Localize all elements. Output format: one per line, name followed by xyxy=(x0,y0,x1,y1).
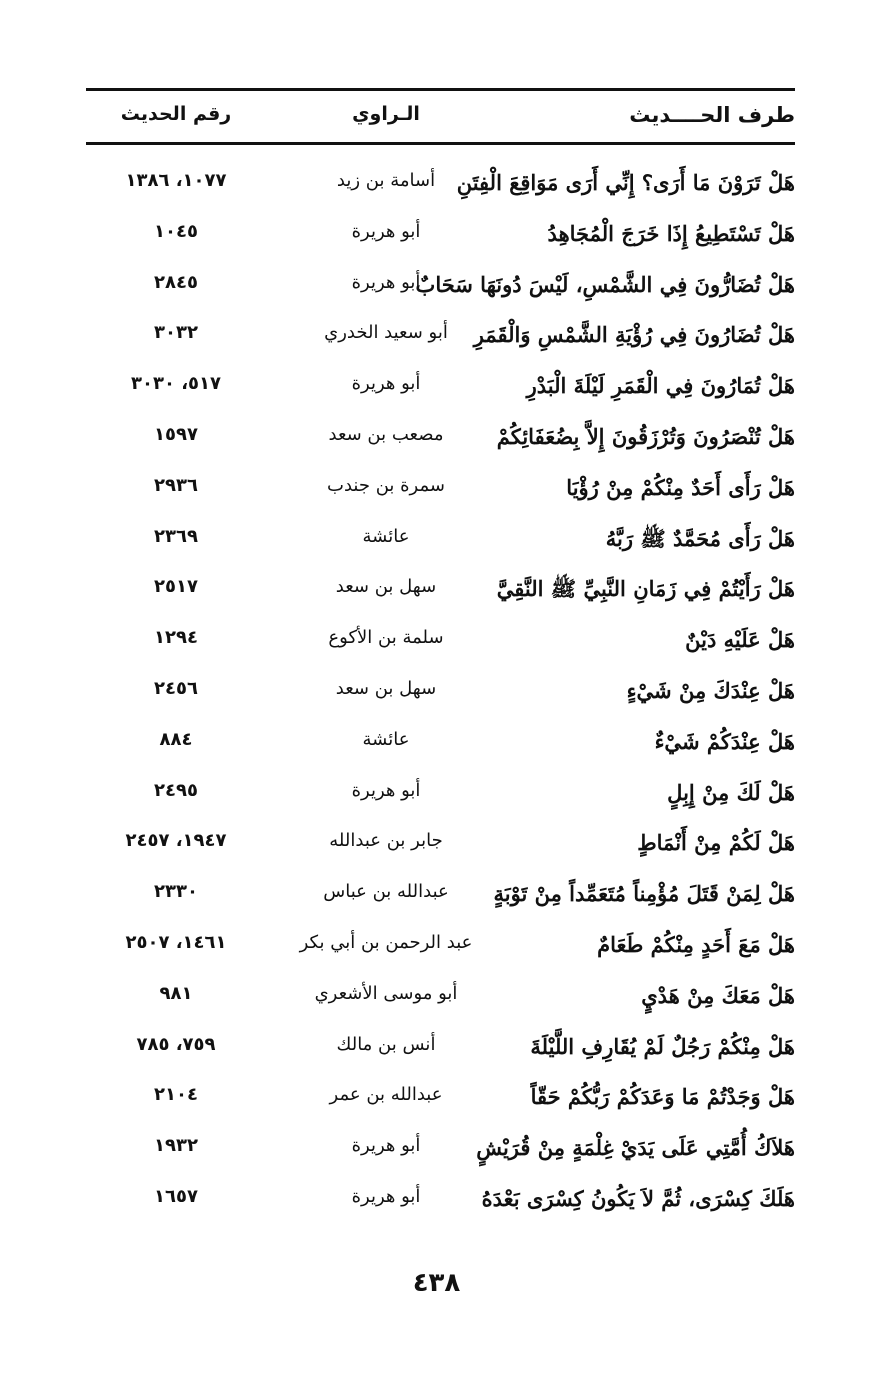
table-row xyxy=(86,363,795,414)
hadith-text: هَلْ تُضَارُّونَ فِي الشَّمْسِ، لَيْسَ دُونَهَا سَحَابٌ xyxy=(415,271,795,297)
narrator-name: سهل بن سعد xyxy=(335,677,437,699)
hadith-number: ١٩٣٢ xyxy=(154,1135,198,1157)
hadith-text: هَلْ لَكَ مِنْ إِبِلٍ xyxy=(667,779,795,805)
hadith-number: ١٠٧٧، ١٣٨٦ xyxy=(125,170,227,191)
hadith-table xyxy=(86,160,795,1227)
hadith-text: هَلْ عَلَيْهِ دَيْنٌ xyxy=(685,627,795,653)
header-rule xyxy=(86,142,795,145)
hadith-number: ٩٨١ xyxy=(159,982,193,1004)
page-number: ٤٣٨ xyxy=(412,1268,461,1298)
narrator-name: عبدالله بن عمر xyxy=(329,1084,443,1106)
table-row xyxy=(86,312,795,363)
hadith-number: ٢٩٣٦ xyxy=(154,474,198,496)
hadith-text: هَلْ عِنْدَكَ مِنْ شَيْءٍ xyxy=(626,677,795,703)
table-row xyxy=(86,566,795,617)
hadith-number: ٢٤٥٦ xyxy=(154,677,198,699)
hadith-text: هَلْ رَأَى مُحَمَّدٌ ﷺ رَبَّهُ xyxy=(605,525,795,551)
hadith-number: ٢٨٤٥ xyxy=(154,271,198,293)
table-row xyxy=(86,820,795,871)
table-row xyxy=(86,262,795,313)
table-row xyxy=(86,1125,795,1176)
narrator-name: سلمة بن الأكوع xyxy=(328,627,444,649)
narrator-name: عائشة xyxy=(362,728,410,750)
table-row xyxy=(86,211,795,262)
hadith-text: هَلْ وَجَدْتُمْ مَا وَعَدَكُمْ رَبُّكُمْ حَقّاً xyxy=(530,1084,795,1110)
narrator-name: أبو هريرة xyxy=(351,271,421,293)
table-row xyxy=(86,668,795,719)
hadith-text: هَلْ تَرَوْنَ مَا أَرَى؟ إِنِّي أَرَى مَوَاقِعَ الْفِتَنِ xyxy=(456,170,795,195)
hadith-text: هَلَكَ كِسْرَى، ثُمَّ لاَ يَكُونُ كِسْرَى بَعْدَهُ xyxy=(481,1185,795,1211)
narrator-name: أنس بن مالك xyxy=(336,1033,436,1055)
table-row xyxy=(86,414,795,465)
table-row xyxy=(86,922,795,973)
table-row xyxy=(86,617,795,668)
hadith-number: ٢٥١٧ xyxy=(154,576,198,598)
table-row xyxy=(86,516,795,567)
hadith-number: ١٠٤٥ xyxy=(154,220,198,242)
hadith-text: هَلْ لَكُمْ مِنْ أَنْمَاطٍ xyxy=(637,830,795,856)
header-number: رقم الحديث xyxy=(120,103,232,125)
hadith-text: هَلْ مَعَكَ مِنْ هَدْيٍ xyxy=(641,982,795,1008)
narrator-name: مصعب بن سعد xyxy=(328,423,444,445)
hadith-number: ٢٤٩٥ xyxy=(154,779,198,801)
table-row xyxy=(86,719,795,770)
table-header xyxy=(86,97,795,137)
hadith-text: هَلْ مَعَ أَحَدٍ مِنْكُمْ طَعَامٌ xyxy=(597,931,795,957)
table-row xyxy=(86,1074,795,1125)
hadith-text: هَلْ مِنْكُمْ رَجُلٌ لَمْ يُقَارِفِ اللَّيْلَةَ xyxy=(530,1033,795,1059)
table-row xyxy=(86,160,795,211)
hadith-number: ٣٠٣٢ xyxy=(154,322,198,344)
narrator-name: سهل بن سعد xyxy=(335,576,437,598)
narrator-name: أبو هريرة xyxy=(351,373,421,395)
hadith-number: ٢٣٣٠ xyxy=(154,881,198,903)
table-row xyxy=(86,1024,795,1075)
narrator-name: عبدالله بن عباس xyxy=(323,881,449,903)
table-row xyxy=(86,770,795,821)
narrator-name: أبو هريرة xyxy=(351,1135,421,1157)
hadith-text: هَلْ رَأَيْتُمْ فِي زَمَانِ النَّبِيِّ ﷺ النَّقِيَّ xyxy=(496,576,795,602)
hadith-text: هَلْ رَأَى أَحَدٌ مِنْكُمْ مِنْ رُؤْيَا xyxy=(566,474,795,500)
hadith-text: هَلْ تُضَارُونَ فِي رُؤْيَةِ الشَّمْسِ وَالْقَمَرِ xyxy=(473,322,795,348)
hadith-number: ١٢٩٤ xyxy=(154,627,198,649)
table-row xyxy=(86,871,795,922)
narrator-name: أبو هريرة xyxy=(351,1185,421,1207)
header-hadith: طرف الحــــديث xyxy=(629,103,795,127)
hadith-number: ٢١٠٤ xyxy=(154,1084,198,1106)
hadith-text: هَلْ تُنْصَرُونَ وَتُرْزَقُونَ إِلاَّ بِضُعَفَائِكُمْ xyxy=(496,423,795,449)
table-row xyxy=(86,465,795,516)
narrator-name: أبو موسى الأشعري xyxy=(314,982,458,1004)
narrator-name: سمرة بن جندب xyxy=(327,474,445,496)
hadith-number: ٨٨٤ xyxy=(159,728,193,750)
narrator-name: أبو هريرة xyxy=(351,779,421,801)
hadith-text: هَلْ تُمَارُونَ فِي الْقَمَرِ لَيْلَةَ الْبَدْرِ xyxy=(526,373,795,399)
narrator-name: أسامة بن زيد xyxy=(336,170,436,191)
table-row xyxy=(86,973,795,1024)
hadith-text: هَلاَكُ أُمَّتِي عَلَى يَدَيْ غِلْمَةٍ مِنْ قُرَيْشٍ xyxy=(476,1135,795,1161)
narrator-name: أبو سعيد الخدري xyxy=(324,322,448,344)
hadith-number: ٧٥٩، ٧٨٥ xyxy=(136,1033,216,1055)
narrator-name: جابر بن عبدالله xyxy=(329,830,443,852)
hadith-number: ١٦٥٧ xyxy=(154,1185,198,1207)
table-row xyxy=(86,1176,795,1227)
hadith-text: هَلْ عِنْدَكُمْ شَيْءٌ xyxy=(654,728,795,754)
narrator-name: أبو هريرة xyxy=(351,220,421,242)
hadith-text: هَلْ تَسْتَطِيعُ إِذَا خَرَجَ الْمُجَاهِدُ xyxy=(547,220,795,246)
header-narrator: الـراوي xyxy=(352,103,420,125)
narrator-name: عائشة xyxy=(362,525,410,547)
hadith-text: هَلْ لِمَنْ قَتَلَ مُؤْمِناً مُتَعَمِّداً مِنْ تَوْبَةٍ xyxy=(493,881,795,907)
hadith-number: ١٤٦١، ٢٥٠٧ xyxy=(125,931,227,953)
hadith-number: ٥١٧، ٣٠٣٠ xyxy=(130,373,222,395)
narrator-name: عبد الرحمن بن أبي بكر xyxy=(299,931,473,953)
hadith-number: ٢٣٦٩ xyxy=(154,525,198,547)
hadith-number: ١٥٩٧ xyxy=(154,423,198,445)
hadith-number: ١٩٤٧، ٢٤٥٧ xyxy=(125,830,227,852)
top-rule xyxy=(86,88,795,91)
